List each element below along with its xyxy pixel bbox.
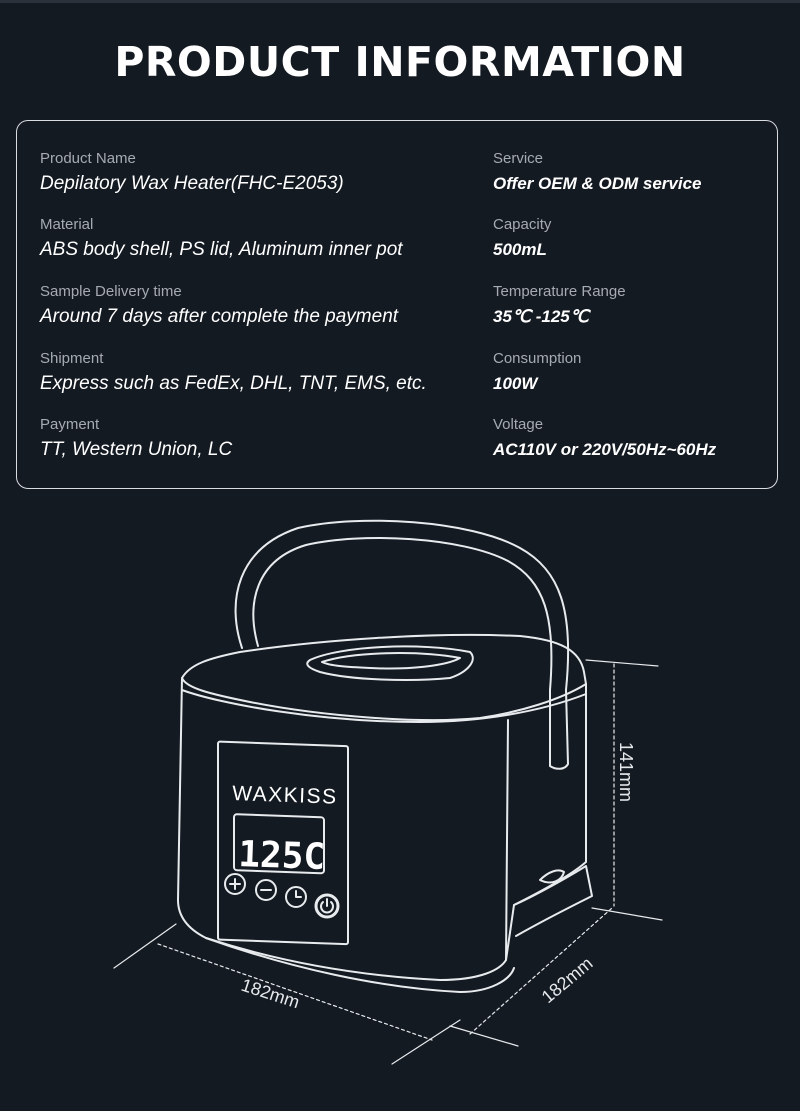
- handle-outline: [236, 521, 569, 690]
- spec-value: Express such as FedEx, DHL, TNT, EMS, etc.: [40, 373, 427, 394]
- spec-label: Temperature Range: [493, 283, 626, 300]
- spec-label: Shipment: [40, 350, 104, 367]
- side-step: [514, 866, 592, 936]
- spec-label: Voltage: [493, 416, 544, 433]
- dim-height-line-top: [586, 660, 658, 666]
- spec-payment: [40, 416, 232, 462]
- spec-value: ABS body shell, PS lid, Aluminum inner pot: [40, 239, 403, 260]
- brand-logo: WAXKISS: [231, 782, 338, 809]
- spec-material: [40, 216, 403, 262]
- spec-voltage: [493, 416, 716, 462]
- spec-value: Depilatory Wax Heater(FHC-E2053): [40, 173, 344, 194]
- dimension-depth: 182mm: [537, 953, 597, 1008]
- spec-label: Capacity: [493, 216, 552, 233]
- spec-consumption: [493, 350, 581, 396]
- spec-product-name: [40, 150, 344, 196]
- lcd-reading: 125C: [237, 834, 326, 879]
- dimension-width: 182mm: [238, 974, 303, 1013]
- spec-sample-delivery: [40, 283, 398, 329]
- spec-label: Service: [493, 150, 544, 167]
- dim-width-ext-right: [392, 1020, 460, 1064]
- spec-label: Payment: [40, 416, 100, 433]
- dim-height-line-bottom: [592, 908, 662, 920]
- spec-label: Material: [40, 216, 94, 233]
- handle-inner: [253, 538, 551, 690]
- spec-value: Around 7 days after complete the payment: [40, 306, 399, 327]
- spec-value: TT, Western Union, LC: [40, 439, 233, 460]
- clock-icon-mark: [296, 891, 301, 897]
- body-outline: [178, 678, 586, 980]
- dim-depth-ext: [450, 1026, 518, 1046]
- dimension-height: 141mm: [616, 742, 636, 803]
- spec-value: 500mL: [493, 240, 547, 259]
- page-title: PRODUCT INFORMATION: [114, 38, 686, 86]
- spec-label: Consumption: [493, 350, 582, 367]
- power-icon-mark: [321, 899, 333, 912]
- dim-width-ext-left: [114, 924, 176, 968]
- body-seam: [182, 690, 586, 722]
- spec-value: 35℃ -125℃: [493, 307, 589, 326]
- top-divider: [0, 0, 800, 3]
- spec-temperature-range: [493, 283, 626, 329]
- spec-label: Sample Delivery time: [40, 283, 182, 300]
- spec-value: AC110V or 220V/50Hz~60Hz: [493, 440, 717, 459]
- spec-capacity: [493, 216, 551, 262]
- spec-value: Offer OEM & ODM service: [493, 174, 702, 193]
- body-side-edge: [506, 720, 508, 960]
- spec-shipment: [40, 350, 427, 396]
- lid-opening-inner: [322, 653, 460, 668]
- spec-value: 100W: [493, 374, 538, 393]
- spec-card: [16, 120, 778, 489]
- spec-label: Product Name: [40, 150, 136, 167]
- product-illustration: [0, 505, 800, 1111]
- plus-icon-mark: [230, 879, 240, 889]
- spec-service: [493, 150, 701, 196]
